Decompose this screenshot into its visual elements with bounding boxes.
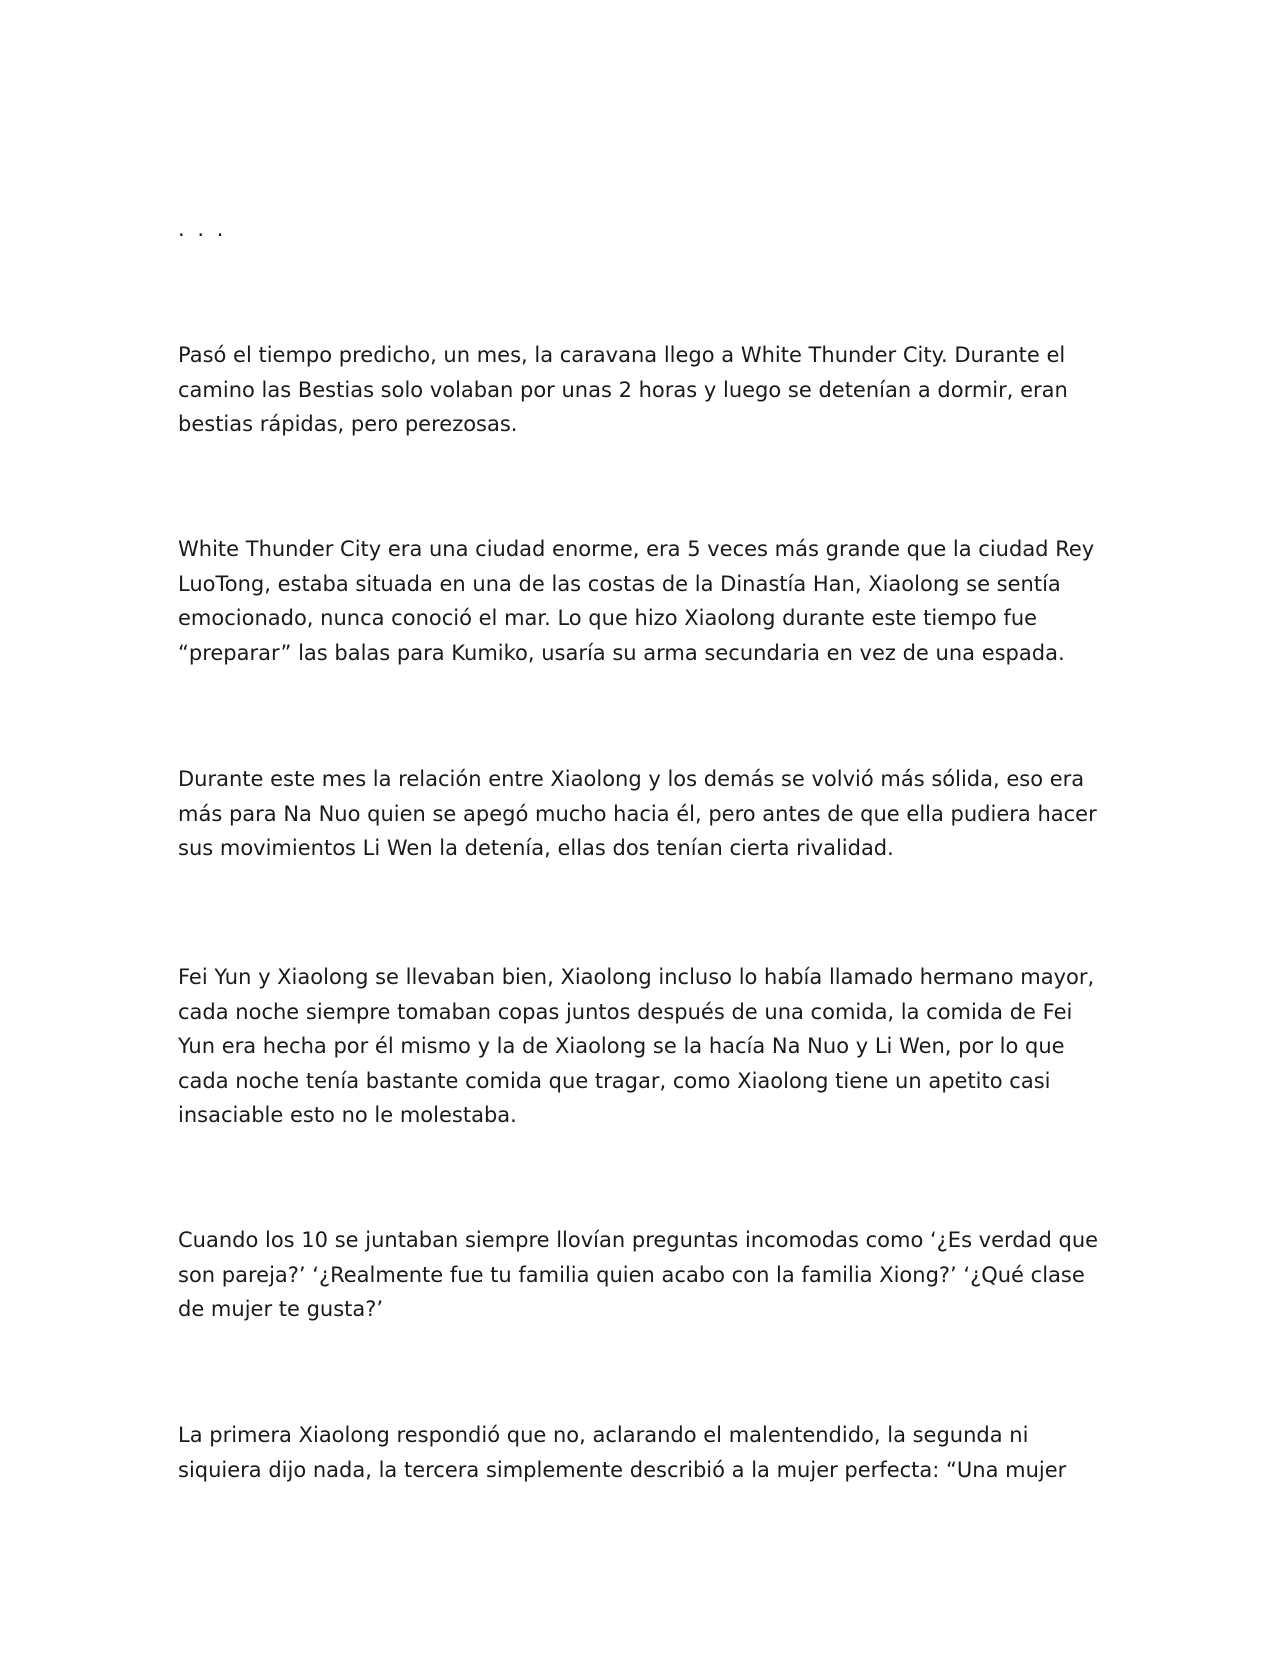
paragraph-2: White Thunder City era una ciudad enorme, era 5 veces más grande que la ciudad Rey LuoTong, estaba situada en una de las costas de la Dinastía Han, Xiaolong se sentía emocionado, nunca conoció el mar. Lo que hizo Xiaolong durante este tiempo fue “preparar” las balas para Kumiko, usaría su arma secundaria en vez de una espada. <box>178 537 1095 665</box>
paragraph-4: Fei Yun y Xiaolong se llevaban bien, Xiaolong incluso lo había llamado hermano mayor, cada noche siempre tomaban copas juntos después de una comida, la comida de Fei Yun era hecha por él mismo y la de Xiaolong se la hacía Na Nuo y Li Wen, por lo que cada noche tenía bastante comida que tragar, como Xiaolong tiene un apetito casi insaciable esto no le molestaba. <box>178 965 1095 1127</box>
section-break-ellipsis: . . . <box>178 217 227 241</box>
paragraph-1: Pasó el tiempo predicho, un mes, la caravana llego a White Thunder City. Durante el camino las Bestias solo volaban por unas 2 horas y luego se detenían a dormir, eran bestias rápidas, pero perezosas. <box>178 343 1068 436</box>
paragraph-6: La primera Xiaolong respondió que no, aclarando el malentendido, la segunda ni siquiera dijo nada, la tercera simplemente describió a la mujer perfecta: “Una mujer <box>178 1423 1067 1482</box>
paragraph-3: Durante este mes la relación entre Xiaolong y los demás se volvió más sólida, eso era más para Na Nuo quien se apegó mucho hacia él, pero antes de que ella pudiera hacer sus movimientos Li Wen la detenía, ellas dos tenían cierta rivalidad. <box>178 767 1097 860</box>
paragraph-5: Cuando los 10 se juntaban siempre llovían preguntas incomodas como ‘¿Es verdad que son pareja?’ ‘¿Realmente fue tu familia quien acabo con la familia Xiong?’ ‘¿Qué clase de mujer te gusta?’ <box>178 1228 1099 1321</box>
